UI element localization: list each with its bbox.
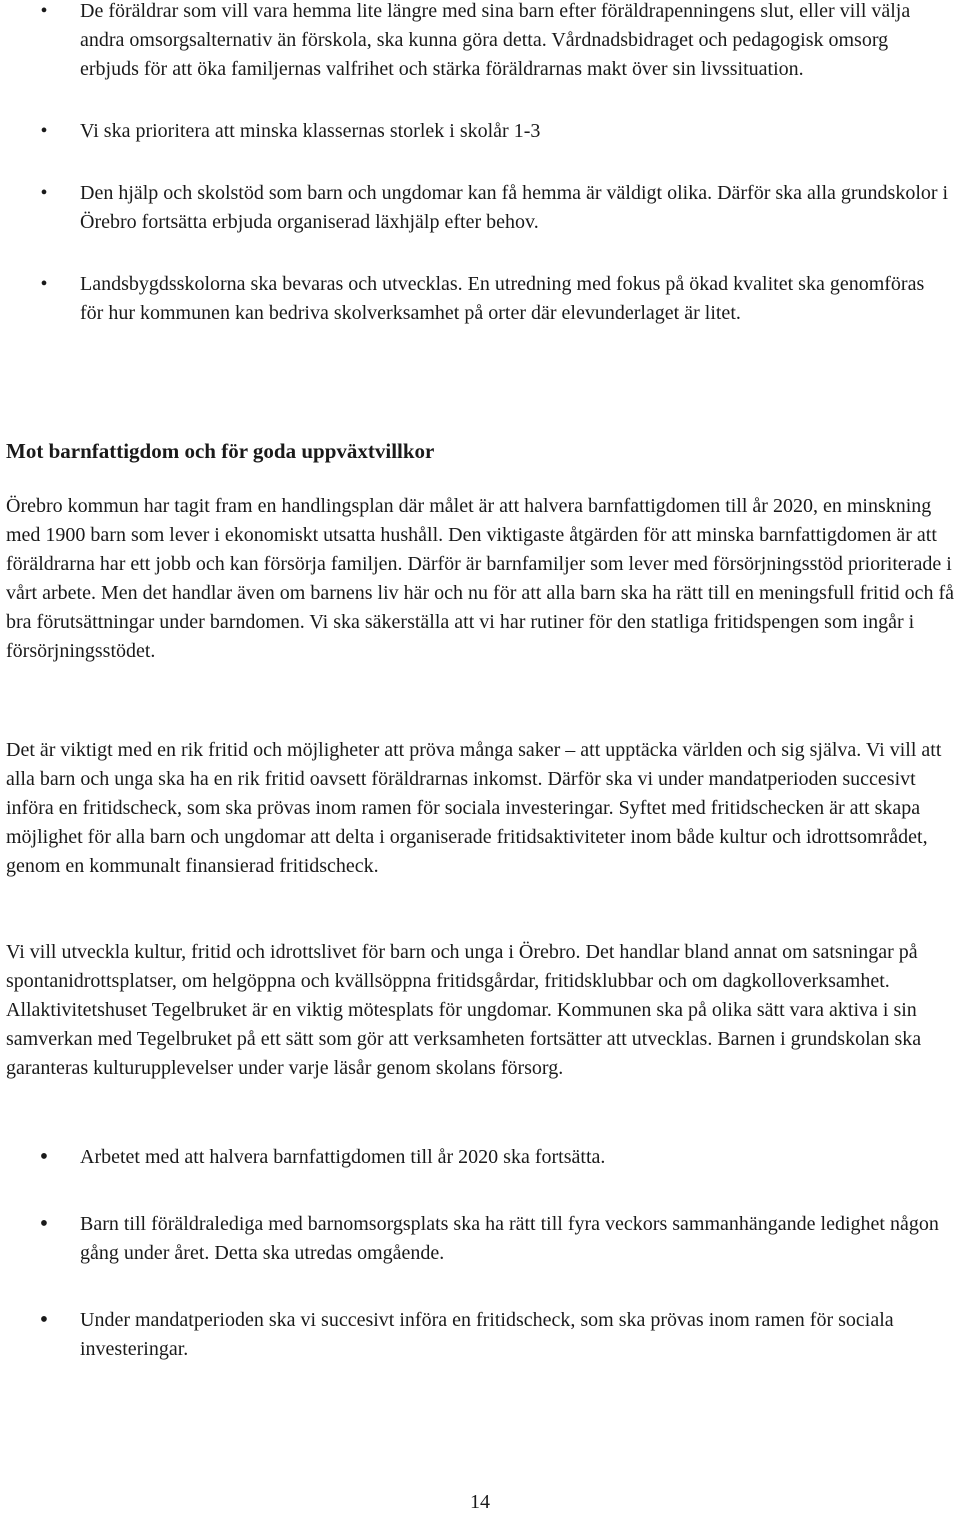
bullet-icon: • [39,1144,49,1170]
body-paragraph: Vi vill utveckla kultur, fritid och idrottslivet för barn och unga i Örebro. Det handlar bland annat om satsningar på spontanidrottsplatser, om helgöppna och kvällsöppna fritidsgårdar, fritidsklubbar och om dagkolloverksamhet. Allaktivitetshuset Tegelbruket är en viktig mötesplats för ungdomar. Kommunen ska på olika sätt vara aktiva i sin samverkan med Tegelbruket på ett sätt som gör att verksamheten fortsätter att utvecklas. Barnen i grundskolan ska garanteras kulturupplevelser under varje läsår genom skolans försorg. [6,941,922,1079]
bullet-icon: • [39,1307,49,1333]
list-item [0,1143,960,1172]
bullet-icon: • [39,1211,49,1237]
list-item [0,270,960,328]
list-item-text: Barn till föräldralediga med barnomsorgsplats ska ha rätt till fyra veckors sammanhängande ledighet någon gång under året. Detta ska utredas omgående. [80,1213,939,1264]
list-item-text: Under mandatperioden ska vi succesivt införa en fritidscheck, som ska prövas inom ramen för sociala investeringar. [80,1309,894,1360]
list-item-text: Vi ska prioritera att minska klassernas storlek i skolår 1-3 [80,120,541,142]
bullet-icon: • [40,120,48,142]
section-heading: Mot barnfattigdom och för goda uppväxtvillkor [6,439,435,463]
list-item-text: De föräldrar som vill vara hemma lite längre med sina barn efter föräldrapenningens slut, eller vill välja andra omsorgsalternativ än förskola, ska kunna göra detta. Vårdnadsbidraget och pedagogisk omsorg erbjuds för att öka familjernas valfrihet och stärka föräldrarnas makt över sin livssituation. [80,0,911,80]
bullet-icon: • [40,273,48,295]
list-item [0,117,960,146]
body-paragraph: Det är viktigt med en rik fritid och möjligheter att pröva många saker – att upptäcka världen och sig själva. Vi vill att alla barn och unga ska ha en rik fritid oavsett föräldrarnas inkomst. Därför ska vi under mandatperioden succesivt införa en fritidscheck, som ska prövas inom ramen för sociala investeringar. Syftet med fritidschecken är att skapa möjlighet för alla barn och ungdomar att delta i organiserade fritidsaktiviteter inom både kultur och idrottsområdet, genom en kommunalt finansierad fritidscheck. [6,739,942,877]
top-bullet-list [0,0,960,361]
page-number: 14 [470,1491,490,1513]
body-paragraph: Örebro kommun har tagit fram en handlingsplan där målet är att halvera barnfattigdomen till år 2020, en minskning med 1900 barn som lever i ekonomiskt utsatta hushåll. Den viktigaste åtgärden för att minska barnfattigdomen är att föräldrarna har ett jobb och kan försörja familjen. Därför är barnfamiljer som lever med försörjningsstöd prioriterade i vårt arbete. Men det handlar även om barnens liv här och nu för att alla barn ska ha rätt till en meningsfull fritid och få bra förutsättningar under barndomen. Vi ska säkerställa att vi har rutiner för den statliga fritidspengen som ingår i försörjningsstödet. [6,495,954,662]
list-item [0,1306,960,1364]
list-item-text: Landsbygdsskolorna ska bevaras och utvecklas. En utredning med fokus på ökad kvalitet ska genomföras för hur kommunen kan bedriva skolverksamhet på orter där elevunderlaget är litet. [80,273,925,324]
bullet-icon: • [40,182,48,204]
list-item-text: Den hjälp och skolstöd som barn och ungdomar kan få hemma är väldigt olika. Därför ska alla grundskolor i Örebro fortsätta erbjuda organiserad läxhjälp efter behov. [80,182,949,233]
bullet-icon: • [40,0,48,22]
list-item [0,1210,960,1268]
bottom-bullet-list [0,1143,960,1402]
list-item [0,179,960,237]
list-item [0,0,960,84]
list-item-text: Arbetet med att halvera barnfattigdomen till år 2020 ska fortsätta. [80,1146,606,1168]
